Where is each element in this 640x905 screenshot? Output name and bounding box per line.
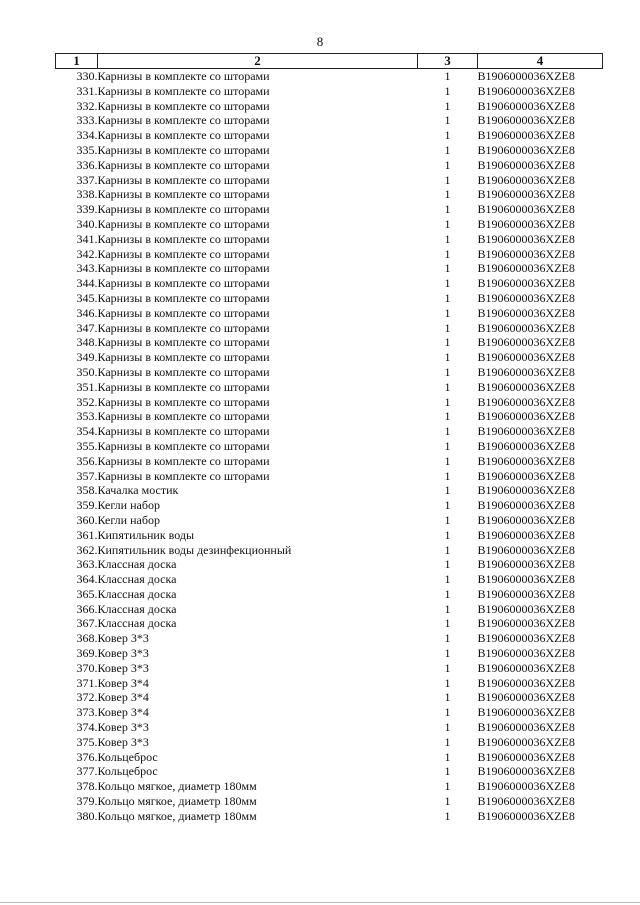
table-row [56, 143, 603, 158]
item-name: Карнизы в комплекте со шторами [97, 335, 270, 350]
table-row [56, 276, 603, 291]
inventory-code: B1906000036XZE8 [477, 335, 575, 350]
row-number: 340. [76, 216, 98, 231]
item-quantity: 1 [444, 424, 451, 439]
row-number: 341. [76, 231, 98, 246]
inventory-code: B1906000036XZE8 [477, 631, 575, 646]
table-row [56, 350, 603, 365]
table-row [56, 395, 603, 410]
row-number: 371. [76, 675, 98, 690]
item-name: Кипятильник воды [97, 527, 195, 542]
table-row [56, 779, 603, 794]
item-name: Карнизы в комплекте со шторами [97, 157, 270, 172]
item-quantity: 1 [444, 453, 451, 468]
table-row [56, 306, 603, 321]
item-quantity: 1 [444, 246, 451, 261]
row-number: 352. [76, 394, 98, 409]
item-quantity: 1 [444, 379, 451, 394]
table-row [56, 247, 603, 262]
inventory-code: B1906000036XZE8 [477, 764, 575, 779]
row-number: 347. [76, 320, 98, 335]
inventory-code: B1906000036XZE8 [477, 453, 575, 468]
inventory-code: B1906000036XZE8 [477, 779, 575, 794]
item-quantity: 1 [444, 231, 451, 246]
item-name: Карнизы в комплекте со шторами [97, 290, 270, 305]
item-quantity: 1 [444, 438, 451, 453]
inventory-code: B1906000036XZE8 [477, 601, 575, 616]
item-name: Карнизы в комплекте со шторами [97, 453, 270, 468]
item-name: Карнизы в комплекте со шторами [97, 468, 270, 483]
inventory-code: B1906000036XZE8 [477, 276, 575, 291]
item-name: Карнизы в комплекте со шторами [97, 409, 270, 424]
item-quantity: 1 [444, 808, 451, 823]
inventory-code: B1906000036XZE8 [477, 246, 575, 261]
table-row [56, 735, 603, 750]
table-row [56, 750, 603, 765]
inventory-code: B1906000036XZE8 [477, 172, 575, 187]
table-body [56, 69, 603, 824]
table-row [56, 232, 603, 247]
row-number: 362. [76, 542, 98, 557]
inventory-code: B1906000036XZE8 [477, 305, 575, 320]
inventory-code: B1906000036XZE8 [477, 734, 575, 749]
item-quantity: 1 [444, 512, 451, 527]
inventory-code: B1906000036XZE8 [477, 379, 575, 394]
item-name: Карнизы в комплекте со шторами [97, 172, 270, 187]
item-name: Классная доска [97, 586, 177, 601]
item-name: Классная доска [97, 572, 177, 587]
row-number: 336. [76, 157, 98, 172]
item-quantity: 1 [444, 261, 451, 276]
item-name: Ковер 3*4 [97, 675, 149, 690]
row-number: 333. [76, 113, 98, 128]
table-row [56, 365, 603, 380]
item-name: Ковер 3*3 [97, 734, 149, 749]
inventory-code: B1906000036XZE8 [477, 98, 575, 113]
row-number: 378. [76, 779, 98, 794]
row-number: 338. [76, 187, 98, 202]
row-number: 359. [76, 498, 98, 513]
table-row [56, 543, 603, 558]
item-name: Ковер 3*3 [97, 631, 149, 646]
item-quantity: 1 [444, 749, 451, 764]
inventory-code: B1906000036XZE8 [477, 586, 575, 601]
item-quantity: 1 [444, 542, 451, 557]
table-row [56, 646, 603, 661]
item-name: Ковер 3*4 [97, 690, 149, 705]
item-quantity: 1 [444, 202, 451, 217]
item-name: Классная доска [97, 557, 177, 572]
row-number: 355. [76, 438, 98, 453]
row-number: 339. [76, 202, 98, 217]
table-row [56, 202, 603, 217]
item-quantity: 1 [444, 720, 451, 735]
item-quantity: 1 [444, 498, 451, 513]
row-number: 354. [76, 424, 98, 439]
item-quantity: 1 [444, 128, 451, 143]
table-row [56, 528, 603, 543]
row-number: 376. [76, 749, 98, 764]
item-name: Карнизы в комплекте со шторами [97, 350, 270, 365]
inventory-code: B1906000036XZE8 [477, 113, 575, 128]
item-quantity: 1 [444, 646, 451, 661]
item-quantity: 1 [444, 586, 451, 601]
inventory-code: B1906000036XZE8 [477, 424, 575, 439]
item-quantity: 1 [444, 335, 451, 350]
row-number: 369. [76, 646, 98, 661]
inventory-code: B1906000036XZE8 [477, 542, 575, 557]
item-quantity: 1 [444, 409, 451, 424]
item-quantity: 1 [444, 660, 451, 675]
item-quantity: 1 [444, 483, 451, 498]
item-quantity: 1 [444, 557, 451, 572]
item-name: Карнизы в комплекте со шторами [97, 424, 270, 439]
header-col-2: 2 [98, 54, 418, 69]
item-name: Кольцо мягкое, диаметр 180мм [97, 808, 257, 823]
item-quantity: 1 [444, 675, 451, 690]
row-number: 342. [76, 246, 98, 261]
row-number: 361. [76, 527, 98, 542]
item-quantity: 1 [444, 616, 451, 631]
inventory-code: B1906000036XZE8 [477, 438, 575, 453]
table-row [56, 513, 603, 528]
header-col-3: 3 [418, 54, 478, 69]
item-name: Карнизы в комплекте со шторами [97, 438, 270, 453]
table-row [56, 602, 603, 617]
row-number: 344. [76, 276, 98, 291]
item-quantity: 1 [444, 320, 451, 335]
inventory-code: B1906000036XZE8 [477, 142, 575, 157]
item-quantity: 1 [444, 98, 451, 113]
table-row [56, 705, 603, 720]
item-quantity: 1 [444, 705, 451, 720]
item-name: Кегли набор [97, 498, 160, 513]
row-number: 335. [76, 142, 98, 157]
row-number: 331. [76, 83, 98, 98]
row-number: 377. [76, 764, 98, 779]
row-number: 379. [76, 794, 98, 809]
item-name: Карнизы в комплекте со шторами [97, 142, 270, 157]
row-number: 360. [76, 512, 98, 527]
row-number: 343. [76, 261, 98, 276]
item-quantity: 1 [444, 172, 451, 187]
table-row [56, 483, 603, 498]
item-quantity: 1 [444, 142, 451, 157]
row-number: 368. [76, 631, 98, 646]
inventory-code: B1906000036XZE8 [477, 69, 575, 83]
item-name: Карнизы в комплекте со шторами [97, 128, 270, 143]
table-row [56, 69, 603, 84]
item-name: Карнизы в комплекте со шторами [97, 231, 270, 246]
item-quantity: 1 [444, 764, 451, 779]
row-number: 353. [76, 409, 98, 424]
inventory-code: B1906000036XZE8 [477, 690, 575, 705]
table-row [56, 321, 603, 336]
row-number: 358. [76, 483, 98, 498]
inventory-code: B1906000036XZE8 [477, 290, 575, 305]
inventory-code: B1906000036XZE8 [477, 216, 575, 231]
inventory-code: B1906000036XZE8 [477, 187, 575, 202]
row-number: 366. [76, 601, 98, 616]
table-row [56, 173, 603, 188]
row-number: 332. [76, 98, 98, 113]
item-name: Кольцо мягкое, диаметр 180мм [97, 779, 257, 794]
inventory-code: B1906000036XZE8 [477, 350, 575, 365]
item-quantity: 1 [444, 187, 451, 202]
row-number: 337. [76, 172, 98, 187]
inventory-code: B1906000036XZE8 [477, 394, 575, 409]
table-row [56, 335, 603, 350]
table-row [56, 616, 603, 631]
item-quantity: 1 [444, 364, 451, 379]
item-name: Карнизы в комплекте со шторами [97, 320, 270, 335]
item-name: Карнизы в комплекте со шторами [97, 246, 270, 261]
row-number: 370. [76, 660, 98, 675]
table-row [56, 424, 603, 439]
item-quantity: 1 [444, 290, 451, 305]
item-quantity: 1 [444, 69, 451, 83]
page-number: 8 [316, 34, 324, 49]
bottom-rule [0, 902, 640, 903]
item-name: Ковер 3*3 [97, 720, 149, 735]
header-col-4: 4 [478, 54, 603, 69]
item-name: Карнизы в комплекте со шторами [97, 305, 270, 320]
inventory-code: B1906000036XZE8 [477, 320, 575, 335]
inventory-code: B1906000036XZE8 [477, 557, 575, 572]
table-row [56, 809, 603, 824]
table-row [56, 380, 603, 395]
table-row [56, 676, 603, 691]
inventory-table [55, 53, 603, 824]
row-number: 365. [76, 586, 98, 601]
inventory-code: B1906000036XZE8 [477, 572, 575, 587]
row-number: 356. [76, 453, 98, 468]
inventory-code: B1906000036XZE8 [477, 409, 575, 424]
table-row [56, 557, 603, 572]
row-number: 363. [76, 557, 98, 572]
item-quantity: 1 [444, 690, 451, 705]
table-row [56, 631, 603, 646]
item-name: Карнизы в комплекте со шторами [97, 187, 270, 202]
inventory-code: B1906000036XZE8 [477, 808, 575, 823]
inventory-code: B1906000036XZE8 [477, 794, 575, 809]
row-number: 349. [76, 350, 98, 365]
inventory-code: B1906000036XZE8 [477, 157, 575, 172]
inventory-code: B1906000036XZE8 [477, 675, 575, 690]
row-number: 348. [76, 335, 98, 350]
table-header [56, 54, 603, 69]
item-name: Карнизы в комплекте со шторами [97, 83, 270, 98]
inventory-code: B1906000036XZE8 [477, 261, 575, 276]
item-name: Классная доска [97, 616, 177, 631]
item-quantity: 1 [444, 734, 451, 749]
table-row [56, 84, 603, 99]
inventory-code: B1906000036XZE8 [477, 512, 575, 527]
table-row [56, 187, 603, 202]
table-row [56, 439, 603, 454]
item-quantity: 1 [444, 83, 451, 98]
item-name: Карнизы в комплекте со шторами [97, 276, 270, 291]
inventory-code: B1906000036XZE8 [477, 83, 575, 98]
row-number: 350. [76, 364, 98, 379]
item-name: Карнизы в комплекте со шторами [97, 379, 270, 394]
item-quantity: 1 [444, 601, 451, 616]
table-row [56, 498, 603, 513]
row-number: 364. [76, 572, 98, 587]
row-number: 374. [76, 720, 98, 735]
table-row [56, 690, 603, 705]
item-quantity: 1 [444, 276, 451, 291]
row-number: 345. [76, 290, 98, 305]
item-quantity: 1 [444, 350, 451, 365]
inventory-code: B1906000036XZE8 [477, 616, 575, 631]
table-row [56, 454, 603, 469]
row-number: 330. [76, 69, 98, 83]
row-number: 346. [76, 305, 98, 320]
table-row [56, 261, 603, 276]
item-quantity: 1 [444, 216, 451, 231]
item-quantity: 1 [444, 527, 451, 542]
inventory-code: B1906000036XZE8 [477, 202, 575, 217]
inventory-code: B1906000036XZE8 [477, 483, 575, 498]
inventory-code: B1906000036XZE8 [477, 720, 575, 735]
item-quantity: 1 [444, 157, 451, 172]
item-name: Ковер 3*4 [97, 705, 149, 720]
table-row [56, 764, 603, 779]
inventory-code: B1906000036XZE8 [477, 705, 575, 720]
item-name: Кегли набор [97, 512, 160, 527]
table-row [56, 661, 603, 676]
row-number: 351. [76, 379, 98, 394]
table-row [56, 587, 603, 602]
item-quantity: 1 [444, 631, 451, 646]
item-name: Карнизы в комплекте со шторами [97, 364, 270, 379]
item-quantity: 1 [444, 779, 451, 794]
row-number: 367. [76, 616, 98, 631]
table-row [56, 794, 603, 809]
item-quantity: 1 [444, 305, 451, 320]
inventory-code: B1906000036XZE8 [477, 498, 575, 513]
row-number: 334. [76, 128, 98, 143]
table-row [56, 572, 603, 587]
item-name: Качалка мостик [97, 483, 179, 498]
inventory-code: B1906000036XZE8 [477, 527, 575, 542]
item-name: Кольцо мягкое, диаметр 180мм [97, 794, 257, 809]
item-name: Кипятильник воды дезинфекционный [97, 542, 292, 557]
item-quantity: 1 [444, 468, 451, 483]
inventory-code: B1906000036XZE8 [477, 364, 575, 379]
item-quantity: 1 [444, 794, 451, 809]
table-row [56, 469, 603, 484]
item-name: Кольцеброс [97, 764, 158, 779]
table-row [56, 113, 603, 128]
item-quantity: 1 [444, 572, 451, 587]
item-name: Кольцеброс [97, 749, 158, 764]
row-number: 380. [76, 808, 98, 823]
inventory-code: B1906000036XZE8 [477, 749, 575, 764]
item-name: Карнизы в комплекте со шторами [97, 98, 270, 113]
table-row [56, 158, 603, 173]
inventory-code: B1906000036XZE8 [477, 646, 575, 661]
item-name: Карнизы в комплекте со шторами [97, 261, 270, 276]
row-number: 372. [76, 690, 98, 705]
item-name: Карнизы в комплекте со шторами [97, 113, 270, 128]
table-row [56, 291, 603, 306]
item-name: Карнизы в комплекте со шторами [97, 394, 270, 409]
item-quantity: 1 [444, 394, 451, 409]
row-number: 357. [76, 468, 98, 483]
item-name: Ковер 3*3 [97, 660, 149, 675]
row-number: 375. [76, 734, 98, 749]
table-row [56, 217, 603, 232]
inventory-code: B1906000036XZE8 [477, 128, 575, 143]
item-quantity: 1 [444, 113, 451, 128]
header-col-1: 1 [56, 54, 98, 69]
item-name: Классная доска [97, 601, 177, 616]
row-number: 373. [76, 705, 98, 720]
item-name: Карнизы в комплекте со шторами [97, 202, 270, 217]
table-row [56, 720, 603, 735]
table-row [56, 128, 603, 143]
header-row [56, 54, 603, 69]
inventory-code: B1906000036XZE8 [477, 660, 575, 675]
table-row [56, 99, 603, 114]
item-name: Карнизы в комплекте со шторами [97, 69, 270, 83]
table-row [56, 409, 603, 424]
item-name: Карнизы в комплекте со шторами [97, 216, 270, 231]
inventory-code: B1906000036XZE8 [477, 231, 575, 246]
inventory-code: B1906000036XZE8 [477, 468, 575, 483]
item-name: Ковер 3*3 [97, 646, 149, 661]
